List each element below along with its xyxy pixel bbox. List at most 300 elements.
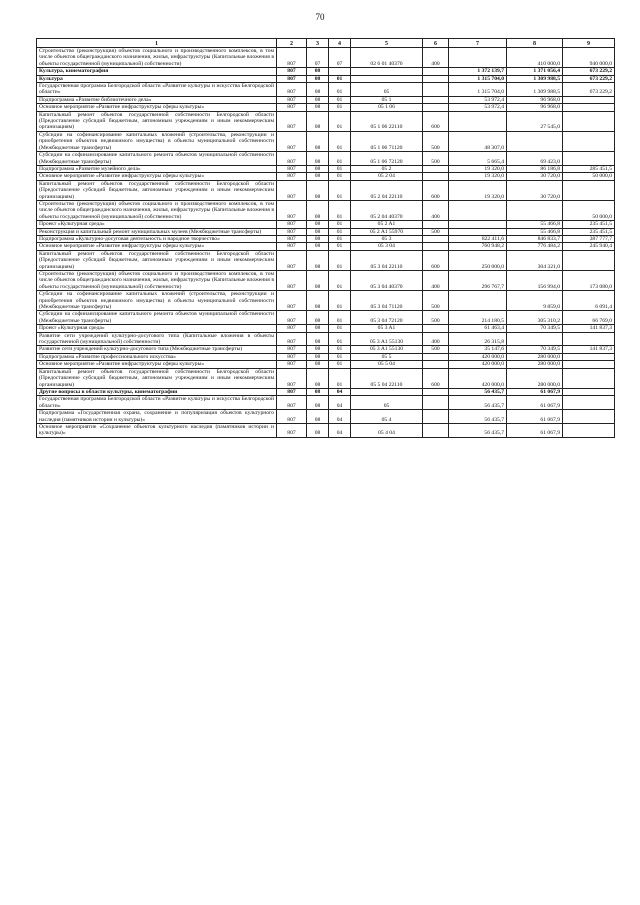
amount-year1-cell [449, 48, 507, 68]
table-row [37, 180, 615, 200]
subsection-code-cell: 01 [329, 243, 351, 250]
section-code-cell: 08 [307, 410, 329, 424]
section-code-cell: 08 [307, 180, 329, 200]
table-row [37, 388, 615, 395]
expense-type-cell: 500 [423, 291, 449, 311]
table-row [37, 221, 615, 228]
expense-type-cell [423, 410, 449, 424]
admin-code-cell: 807 [277, 173, 307, 180]
amount-year1-cell: 53 972,4 [449, 104, 507, 111]
amount-year2-cell: 305 310,2 [507, 311, 563, 325]
admin-code-cell: 807 [277, 228, 307, 235]
section-code-cell: 08 [307, 396, 329, 410]
section-code-cell: 08 [307, 152, 329, 166]
amount-year3-cell [563, 353, 615, 360]
amount-year3-cell [563, 361, 615, 368]
table-row [37, 68, 615, 75]
target-code-cell [351, 68, 423, 75]
amount-year1-cell: 19 320,0 [449, 165, 507, 172]
admin-code-cell: 807 [277, 221, 307, 228]
amount-year1-cell: 1 315 704,0 [449, 75, 507, 82]
expense-type-cell [423, 396, 449, 410]
amount-year3-cell [563, 332, 615, 346]
row-name-cell: Основное мероприятие «Развитие инфраструктуры сферы культуры» [37, 104, 277, 111]
amount-year3-cell: 387 777,7 [563, 235, 615, 242]
amount-year3-cell [563, 368, 615, 388]
target-code-cell: 05 2 A1 55970 [351, 228, 423, 235]
section-code-cell: 07 [307, 48, 329, 68]
target-code-cell: 05 2 04 22110 [351, 180, 423, 200]
amount-year2-cell: 61 067,9 [507, 423, 563, 437]
admin-code-cell: 807 [277, 111, 307, 131]
amount-year2-cell: 1 371 056,4 [507, 68, 563, 75]
subsection-code-cell: 01 [329, 152, 351, 166]
section-code-cell: 08 [307, 235, 329, 242]
amount-year1-cell: 296 767,7 [449, 271, 507, 291]
expense-type-cell: 600 [423, 368, 449, 388]
target-code-cell: 05 3 A1 55130 [351, 332, 423, 346]
section-code-cell: 08 [307, 104, 329, 111]
target-code-cell: 05 1 [351, 96, 423, 103]
amount-year2-cell [507, 332, 563, 346]
row-name-cell: Субсидии на софинансирование капитального ремонта объектов муниципальной собственности (Межбюджетные трансферты) [37, 152, 277, 166]
admin-code-cell: 807 [277, 368, 307, 388]
amount-year3-cell [563, 131, 615, 151]
section-code-cell: 08 [307, 311, 329, 325]
target-code-cell: 05 2 04 [351, 173, 423, 180]
target-code-cell: 05 3 04 71120 [351, 291, 423, 311]
target-code-cell: 02 6 01 40370 [351, 48, 423, 68]
admin-code-cell: 807 [277, 332, 307, 346]
amount-year2-cell: 61 067,9 [507, 388, 563, 395]
expense-type-cell [423, 104, 449, 111]
target-code-cell: 05 2 04 40370 [351, 200, 423, 220]
target-code-cell: 05 3 A1 55130 [351, 346, 423, 353]
amount-year2-cell: 27 545,0 [507, 111, 563, 131]
table-row [37, 311, 615, 325]
row-name-cell: Основное мероприятие «Развитие инфраструктуры сферы культуры» [37, 361, 277, 368]
row-name-cell: Проект «Культурная среда» [37, 221, 277, 228]
target-code-cell: 05 1 06 71120 [351, 131, 423, 151]
page-number: 70 [315, 12, 325, 22]
row-name-cell: Подпрограмма «Развитие музейного дела» [37, 165, 277, 172]
admin-code-cell: 807 [277, 235, 307, 242]
column-header: 6 [423, 39, 449, 48]
subsection-code-cell: 01 [329, 291, 351, 311]
amount-year3-cell [563, 396, 615, 410]
admin-code-cell: 807 [277, 83, 307, 97]
subsection-code-cell: 01 [329, 368, 351, 388]
row-name-cell: Развитие сети учреждений культурно-досугового типа (Капитальные вложения в объекты государственной (муниципальной) собственности) [37, 332, 277, 346]
target-code-cell: 05 5 [351, 353, 423, 360]
section-code-cell: 08 [307, 346, 329, 353]
amount-year1-cell [449, 111, 507, 131]
amount-year2-cell: 280 000,0 [507, 368, 563, 388]
section-code-cell: 08 [307, 332, 329, 346]
table-row [37, 243, 615, 250]
row-name-cell: Основное мероприятие «Развитие инфраструктуры сферы культуры» [37, 243, 277, 250]
subsection-code-cell: 01 [329, 361, 351, 368]
table-row [37, 325, 615, 332]
expense-type-cell [423, 173, 449, 180]
target-code-cell: 05 1 06 22110 [351, 111, 423, 131]
section-code-cell: 08 [307, 221, 329, 228]
amount-year1-cell: 760 948,2 [449, 243, 507, 250]
section-code-cell: 08 [307, 131, 329, 151]
amount-year2-cell: 70 349,5 [507, 346, 563, 353]
subsection-code-cell: 01 [329, 75, 351, 82]
subsection-code-cell: 01 [329, 131, 351, 151]
table-row [37, 131, 615, 151]
table-body [37, 48, 615, 438]
amount-year1-cell: 35 147,6 [449, 346, 507, 353]
admin-code-cell: 807 [277, 68, 307, 75]
section-code-cell: 08 [307, 111, 329, 131]
row-name-cell: Подпрограмма «Культурно-досуговая деятельность и народное творчество» [37, 235, 277, 242]
amount-year2-cell: 410 000,0 [507, 48, 563, 68]
amount-year3-cell: 141 837,3 [563, 325, 615, 332]
section-code-cell: 08 [307, 325, 329, 332]
row-name-cell: Строительство (реконструкция) объектов социального и производственного комплексов, в том числе объектов общегражданского назначения, жилья, инфраструктуры (Капитальные вложения в объекты государственной (муниципальной) собственности) [37, 200, 277, 220]
amount-year2-cell: 96 968,0 [507, 96, 563, 103]
expense-type-cell [423, 221, 449, 228]
row-name-cell: Строительство (реконструкция) объектов социального и производственного комплексов, в том числе объектов общегражданского назначения, жилья, инфраструктуры (Капитальные вложения в объекты государственной (муниципальной) собственности) [37, 48, 277, 68]
target-code-cell: 05 2 [351, 165, 423, 172]
admin-code-cell: 807 [277, 361, 307, 368]
subsection-code-cell: 04 [329, 423, 351, 437]
subsection-code-cell: 01 [329, 325, 351, 332]
section-code-cell: 08 [307, 291, 329, 311]
amount-year1-cell: 56 435,7 [449, 410, 507, 424]
expense-type-cell: 400 [423, 48, 449, 68]
section-code-cell: 08 [307, 83, 329, 97]
table-row [37, 235, 615, 242]
amount-year1-cell: 26 315,8 [449, 332, 507, 346]
subsection-code-cell: 01 [329, 271, 351, 291]
expense-type-cell: 600 [423, 250, 449, 270]
amount-year1-cell: 420 000,0 [449, 361, 507, 368]
expense-type-cell: 500 [423, 152, 449, 166]
section-code-cell: 08 [307, 353, 329, 360]
row-name-cell: Государственная программа Белгородской области «Развитие культуры и искусства Белгородской области» [37, 396, 277, 410]
amount-year3-cell: 673 229,2 [563, 75, 615, 82]
target-code-cell [351, 388, 423, 395]
amount-year3-cell [563, 104, 615, 111]
section-code-cell: 08 [307, 96, 329, 103]
amount-year1-cell [449, 221, 507, 228]
section-code-cell: 08 [307, 165, 329, 172]
target-code-cell: 05 2 A1 [351, 221, 423, 228]
table-row [37, 271, 615, 291]
amount-year2-cell: 86 186,8 [507, 165, 563, 172]
section-code-cell: 08 [307, 368, 329, 388]
row-name-cell: Развитие сети учреждений культурно-досугового типа (Межбюджетные трансферты) [37, 346, 277, 353]
target-code-cell: 05 3 [351, 235, 423, 242]
amount-year3-cell [563, 180, 615, 200]
target-code-cell [351, 75, 423, 82]
column-header: 3 [307, 39, 329, 48]
expense-type-cell [423, 353, 449, 360]
target-code-cell: 05 3 04 [351, 243, 423, 250]
amount-year1-cell [449, 291, 507, 311]
amount-year3-cell: 50 000,0 [563, 200, 615, 220]
section-code-cell: 08 [307, 271, 329, 291]
row-name-cell: Основное мероприятие «Развитие инфраструктуры сферы культуры» [37, 173, 277, 180]
amount-year3-cell: 673 229,2 [563, 68, 615, 75]
table-row [37, 410, 615, 424]
row-name-cell: Подпрограмма «Развитие профессионального искусства» [37, 353, 277, 360]
table-row [37, 423, 615, 437]
amount-year2-cell: 55 466,8 [507, 221, 563, 228]
row-name-cell: Субсидии на софинансирование капитальных вложений (строительства, реконструкции и приобретения объектов недвижимого имущества) в объекты муниципальной собственности (Межбюджетные трансферты) [37, 131, 277, 151]
subsection-code-cell: 01 [329, 221, 351, 228]
column-header: 7 [449, 39, 507, 48]
amount-year3-cell: 6 091,4 [563, 291, 615, 311]
table-row [37, 368, 615, 388]
column-header: 5 [351, 39, 423, 48]
admin-code-cell: 807 [277, 396, 307, 410]
expense-type-cell [423, 361, 449, 368]
amount-year2-cell: 61 067,9 [507, 410, 563, 424]
expense-type-cell [423, 423, 449, 437]
subsection-code-cell: 01 [329, 228, 351, 235]
table-row [37, 353, 615, 360]
row-name-cell: Основное мероприятие «Сохранение объектов культурного наследия (памятников истории и культуры)» [37, 423, 277, 437]
subsection-code-cell: 04 [329, 388, 351, 395]
row-name-cell: Другие вопросы в области культуры, кинематографии [37, 388, 277, 395]
amount-year2-cell: 30 720,0 [507, 180, 563, 200]
subsection-code-cell: 01 [329, 173, 351, 180]
amount-year3-cell: 235 451,5 [563, 221, 615, 228]
expense-type-cell: 600 [423, 111, 449, 131]
subsection-code-cell: 01 [329, 104, 351, 111]
admin-code-cell: 807 [277, 291, 307, 311]
amount-year1-cell: 19 320,0 [449, 180, 507, 200]
admin-code-cell: 807 [277, 346, 307, 353]
table-row [37, 291, 615, 311]
amount-year3-cell: 141 837,3 [563, 346, 615, 353]
amount-year3-cell: 673 229,2 [563, 83, 615, 97]
expense-type-cell [423, 96, 449, 103]
row-name-cell: Реконструкция и капитальный ремонт муниципальных музеев (Межбюджетные трансферты) [37, 228, 277, 235]
admin-code-cell: 807 [277, 200, 307, 220]
subsection-code-cell: 01 [329, 200, 351, 220]
table-row [37, 361, 615, 368]
column-header: 4 [329, 39, 351, 48]
row-name-cell: Культура, кинематография [37, 68, 277, 75]
expense-type-cell [423, 388, 449, 395]
admin-code-cell: 807 [277, 48, 307, 68]
admin-code-cell: 807 [277, 250, 307, 270]
subsection-code-cell: 01 [329, 235, 351, 242]
table-row [37, 165, 615, 172]
section-code-cell: 08 [307, 228, 329, 235]
amount-year1-cell: 48 307,0 [449, 131, 507, 151]
admin-code-cell: 807 [277, 152, 307, 166]
expense-type-cell: 600 [423, 180, 449, 200]
subsection-code-cell: 01 [329, 83, 351, 97]
target-code-cell: 05 4 04 [351, 423, 423, 437]
row-name-cell: Капитальный ремонт объектов государственной собственности Белгородской области (Предоставление субсидий бюджетным, автономным учреждениям и иным некоммерческим организациям) [37, 368, 277, 388]
expense-type-cell: 500 [423, 311, 449, 325]
target-code-cell: 05 1 06 [351, 104, 423, 111]
table-row [37, 48, 615, 68]
target-code-cell: 05 3 04 40370 [351, 271, 423, 291]
amount-year1-cell: 420 000,0 [449, 353, 507, 360]
amount-year3-cell [563, 250, 615, 270]
amount-year1-cell: 56 435,7 [449, 396, 507, 410]
row-name-cell: Строительство (реконструкция) объектов социального и производственного комплексов, в том числе объектов общегражданского назначения, жилья, инфраструктуры (Капитальные вложения в объекты государственной (муниципальной) собственности) [37, 271, 277, 291]
admin-code-cell: 807 [277, 311, 307, 325]
table-row [37, 250, 615, 270]
expense-type-cell: 400 [423, 271, 449, 291]
admin-code-cell: 807 [277, 410, 307, 424]
row-name-cell: Капитальный ремонт объектов государственной собственности Белгородской области (Предоставление субсидий бюджетным, автономным учреждениям и иным некоммерческим организациям) [37, 111, 277, 131]
amount-year3-cell: 235 451,5 [563, 228, 615, 235]
row-name-cell: Культура [37, 75, 277, 82]
subsection-code-cell: 01 [329, 111, 351, 131]
amount-year1-cell [449, 200, 507, 220]
target-code-cell: 05 3 04 22110 [351, 250, 423, 270]
admin-code-cell: 807 [277, 131, 307, 151]
amount-year3-cell [563, 111, 615, 131]
amount-year2-cell: 304 321,0 [507, 250, 563, 270]
amount-year3-cell: 285 451,5 [563, 165, 615, 172]
amount-year3-cell [563, 423, 615, 437]
table-row [37, 152, 615, 166]
amount-year1-cell: 56 435,7 [449, 423, 507, 437]
row-name-cell: Подпрограмма «Развитие библиотечного дела» [37, 96, 277, 103]
admin-code-cell: 807 [277, 353, 307, 360]
admin-code-cell: 807 [277, 180, 307, 200]
amount-year1-cell: 822 411,6 [449, 235, 507, 242]
subsection-code-cell: 07 [329, 48, 351, 68]
expense-type-cell: 500 [423, 346, 449, 353]
subsection-code-cell: 04 [329, 410, 351, 424]
expense-type-cell [423, 325, 449, 332]
amount-year2-cell: 30 720,0 [507, 173, 563, 180]
amount-year1-cell: 19 320,0 [449, 173, 507, 180]
amount-year2-cell: 776 484,2 [507, 243, 563, 250]
table-row [37, 346, 615, 353]
amount-year3-cell: 245 940,4 [563, 243, 615, 250]
amount-year2-cell: 61 067,9 [507, 396, 563, 410]
row-name-cell: Государственная программа Белгородской области «Развитие культуры и искусства Белгородской области» [37, 83, 277, 97]
admin-code-cell: 807 [277, 75, 307, 82]
column-header: 2 [277, 39, 307, 48]
amount-year1-cell: 61 463,4 [449, 325, 507, 332]
column-header: 9 [563, 39, 615, 48]
amount-year2-cell: 9 859,0 [507, 291, 563, 311]
section-code-cell: 08 [307, 75, 329, 82]
section-code-cell: 08 [307, 423, 329, 437]
admin-code-cell: 807 [277, 96, 307, 103]
subsection-code-cell: 01 [329, 96, 351, 103]
expense-type-cell: 400 [423, 200, 449, 220]
admin-code-cell: 807 [277, 104, 307, 111]
column-header: 8 [507, 39, 563, 48]
expense-type-cell [423, 75, 449, 82]
row-name-cell: Субсидии на софинансирование капитальных вложений (строительства, реконструкции и приобретения объектов недвижимого имущества) в объекты муниципальной собственности (Межбюджетные трансферты) [37, 291, 277, 311]
target-code-cell: 05 3 A1 [351, 325, 423, 332]
amount-year2-cell: 280 000,0 [507, 353, 563, 360]
admin-code-cell: 807 [277, 388, 307, 395]
amount-year2-cell: 1 309 988,5 [507, 83, 563, 97]
row-name-cell: Субсидии на софинансирование капитального ремонта объектов муниципальной собственности (Межбюджетные трансферты) [37, 311, 277, 325]
table-row [37, 200, 615, 220]
section-code-cell: 08 [307, 361, 329, 368]
admin-code-cell: 807 [277, 271, 307, 291]
table-row [37, 396, 615, 410]
column-header: 1 [37, 39, 277, 48]
section-code-cell: 08 [307, 388, 329, 395]
amount-year1-cell: 56 435,7 [449, 388, 507, 395]
section-code-cell: 08 [307, 68, 329, 75]
amount-year3-cell: 940 000,0 [563, 48, 615, 68]
table-row [37, 75, 615, 82]
section-code-cell: 08 [307, 250, 329, 270]
amount-year2-cell: 69 423,0 [507, 152, 563, 166]
subsection-code-cell: 01 [329, 165, 351, 172]
amount-year3-cell [563, 410, 615, 424]
header-row [37, 39, 615, 48]
expense-type-cell [423, 83, 449, 97]
amount-year3-cell: 50 000,0 [563, 173, 615, 180]
table-row [37, 332, 615, 346]
subsection-code-cell: 01 [329, 353, 351, 360]
admin-code-cell: 807 [277, 325, 307, 332]
amount-year1-cell: 420 000,0 [449, 368, 507, 388]
target-code-cell: 05 4 [351, 410, 423, 424]
target-code-cell: 05 3 04 72120 [351, 311, 423, 325]
section-code-cell: 08 [307, 173, 329, 180]
target-code-cell: 05 5 04 [351, 361, 423, 368]
row-name-cell: Капитальный ремонт объектов государственной собственности Белгородской области (Предоставление субсидий бюджетным, автономным учреждениям и иным некоммерческим организациям) [37, 180, 277, 200]
amount-year2-cell: 280 000,0 [507, 361, 563, 368]
amount-year3-cell: 66 769,0 [563, 311, 615, 325]
amount-year1-cell: 250 000,0 [449, 250, 507, 270]
section-code-cell: 08 [307, 243, 329, 250]
row-name-cell: Подпрограмма «Государственная охрана, сохранение и популяризация объектов культурного наследия (памятников истории и культуры)» [37, 410, 277, 424]
expense-type-cell: 500 [423, 228, 449, 235]
section-code-cell: 08 [307, 200, 329, 220]
table-row [37, 111, 615, 131]
expense-type-cell: 500 [423, 131, 449, 151]
admin-code-cell: 807 [277, 423, 307, 437]
amount-year3-cell [563, 96, 615, 103]
admin-code-cell: 807 [277, 243, 307, 250]
table-row [37, 96, 615, 103]
amount-year2-cell: 70 349,5 [507, 325, 563, 332]
admin-code-cell: 807 [277, 165, 307, 172]
amount-year1-cell: 53 972,4 [449, 96, 507, 103]
expense-type-cell: 400 [423, 332, 449, 346]
table-row [37, 83, 615, 97]
amount-year2-cell: 1 309 988,5 [507, 75, 563, 82]
amount-year1-cell: 5 665,4 [449, 152, 507, 166]
subsection-code-cell: 01 [329, 332, 351, 346]
target-code-cell: 05 1 06 72120 [351, 152, 423, 166]
amount-year1-cell: 1 372 139,7 [449, 68, 507, 75]
amount-year2-cell: 846 833,7 [507, 235, 563, 242]
target-code-cell: 05 5 04 22110 [351, 368, 423, 388]
subsection-code-cell: 01 [329, 346, 351, 353]
target-code-cell: 05 [351, 396, 423, 410]
subsection-code-cell: 04 [329, 396, 351, 410]
table-row [37, 104, 615, 111]
amount-year2-cell: 156 994,0 [507, 271, 563, 291]
amount-year3-cell: 173 080,0 [563, 271, 615, 291]
